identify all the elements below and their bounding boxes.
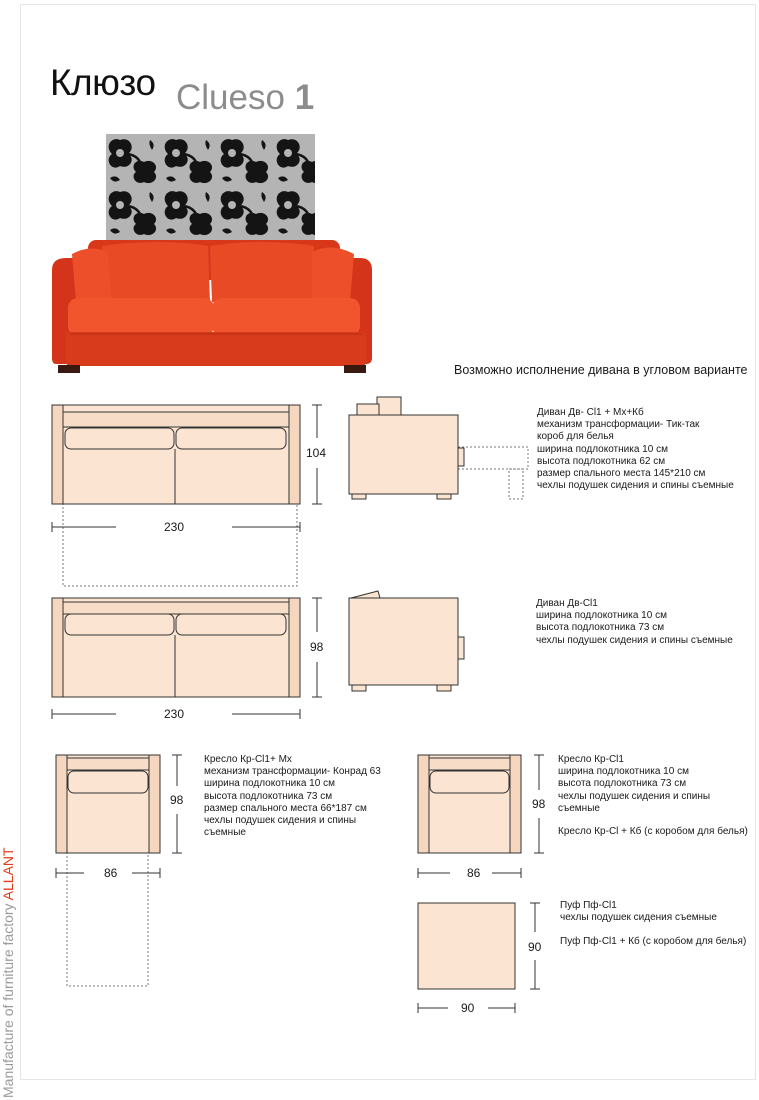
item5-extra: Пуф Пф-Cl1 + Кб (с коробом для белья) [560,936,747,947]
spec-line: чехлы подушек сидения и спины съемные [536,634,733,646]
item1-depth: 104 [306,446,327,460]
pouf-top-view [418,903,515,989]
item4-width: 86 [467,866,481,880]
side-caption-brand: ALLANT [0,847,16,901]
item4-specs [558,754,710,815]
side-caption-text: Manufacture of furniture factory [0,900,16,1098]
item5-depth: 90 [528,940,542,954]
item1-width: 230 [164,520,185,534]
item2-width: 230 [164,707,185,721]
sofa-mx-top-view [52,405,300,586]
spec-line: Пуф Пф-Cl1 [560,900,617,911]
item3-width: 86 [104,866,118,880]
spec-line: чехлы подушек сидения съемные [560,912,717,924]
spec-line: чехлы подушек сидения и спины съемные [537,480,734,492]
title-ru: Клюзо [50,62,156,103]
sofa-mx-side-view [349,397,528,499]
title-number: 1 [294,78,315,117]
item1-specs [537,407,734,492]
spec-line: высота подлокотника 73 см [204,790,333,802]
spec-line: высота подлокотника 73 см [536,622,665,634]
item5-specs [560,900,717,924]
spec-line: ширина подлокотника 10 см [536,610,667,622]
corner-variant-note: Возможно исполнение дивана в угловом варианте [454,363,748,377]
spec-line: Кресло Кр-Cl1+ Мх [204,754,292,765]
spec-line: механизм трансформации- Конрад 63 [204,766,381,778]
armchair-top-view [418,755,521,853]
title-en-text: Clueso [176,78,285,117]
spec-line: ширина подлокотника 10 см [537,443,668,455]
spec-line: съемные [204,827,246,839]
spec-line: Диван Дв- Cl1 + Мх+Кб [537,407,644,418]
spec-line: чехлы подушек сидения и спины [558,790,711,802]
spec-line: размер спального места 66*187 см [204,802,367,814]
sofa-top-view [52,598,300,697]
spec-line: ширина подлокотника 10 см [558,766,689,778]
item5-width: 90 [461,1001,475,1015]
item2-depth: 98 [310,640,324,654]
spec-line: высота подлокотника 62 см [537,455,666,467]
item4-extra: Кресло Кр-Cl + Кб (с коробом для белья) [558,826,748,837]
item2-specs [536,598,733,647]
spec-line: съемные [558,802,600,814]
spec-line: чехлы подушек сидения и спины [204,815,357,827]
item3-specs [204,754,381,839]
spec-line: размер спального места 145*210 см [537,468,706,480]
spec-line: ширина подлокотника 10 см [204,778,335,790]
item3-depth: 98 [170,793,184,807]
item4-depth: 98 [532,797,546,811]
spec-line: короб для белья [537,431,614,443]
spec-line: Диван Дв-Cl1 [536,598,598,609]
spec-line: высота подлокотника 73 см [558,778,687,790]
spec-line: механизм трансформации- Тик-так [537,419,700,431]
sofa-side-view [349,591,464,691]
spec-line: Кресло Кр-Cl1 [558,754,624,765]
